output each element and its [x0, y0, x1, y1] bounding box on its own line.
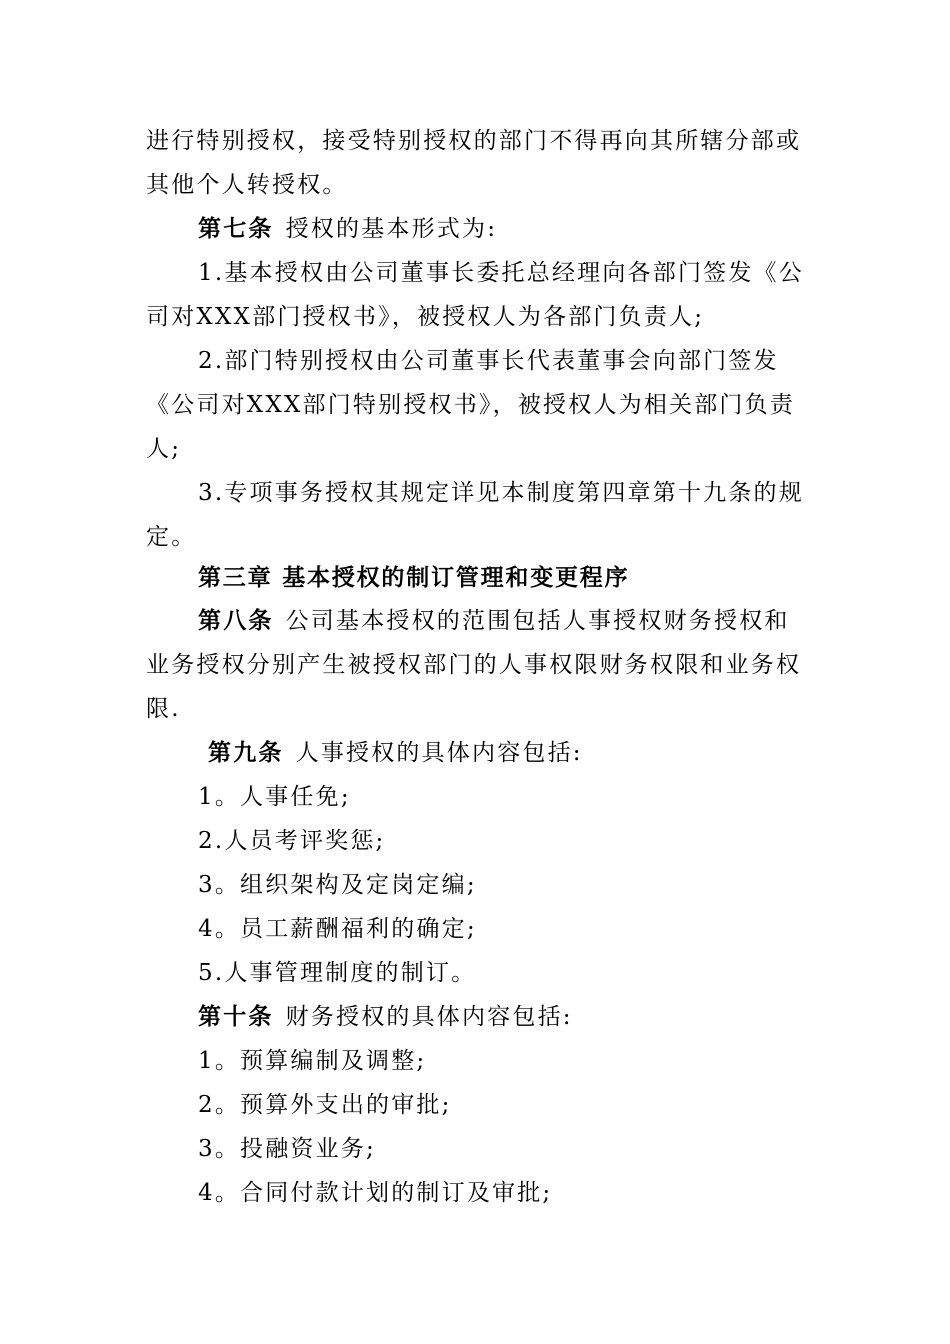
article-9-item: 3。组织架构及定岗定编;: [198, 872, 477, 898]
article-10-item: 2。预算外支出的审批;: [198, 1092, 452, 1118]
article-9-item: 2.人员考评奖惩;: [198, 828, 386, 854]
article-8-text: 公司基本授权的范围包括人事授权财务授权和业务授权分别产生被授权部门的人事权限财务权限和业务权限.: [146, 608, 802, 722]
article-7-item-1: 1.基本授权由公司董事长委托总经理向各部门签发《公司对XXX部门授权书》，被授权人为各部门负责人;: [146, 260, 804, 330]
article-8: [146, 599, 806, 731]
article-10: [198, 995, 808, 1039]
article-7-item-2: 2.部门特别授权由公司董事长代表董事会向部门签发《公司对XXX部门特别授权书》，被授权人为相关部门负责人;: [146, 348, 796, 462]
article-10-item: 4。合同付款计划的制订及审批;: [198, 1180, 553, 1206]
article-9-item: 4。员工薪酬福利的确定;: [198, 916, 477, 942]
chapter-3-heading: 第三章 基本授权的制订管理和变更程序: [198, 564, 630, 591]
article-10-item: 1。预算编制及调整;: [198, 1048, 427, 1074]
article-9-item: 1。人事任免;: [198, 784, 351, 810]
article-9-text: 人事授权的具体内容包括:: [295, 740, 583, 766]
article-9-label: 第九条: [208, 739, 284, 766]
article-7-label: 第七条: [198, 215, 274, 242]
article-10-item: 3。投融资业务;: [198, 1136, 376, 1162]
article-7: [198, 207, 808, 251]
article-9-item: 5.人事管理制度的制订。: [198, 960, 477, 986]
article-10-text: 财务授权的具体内容包括:: [285, 1004, 573, 1030]
article-7-item-3: 3.专项事务授权其规定详见本制度第四章第十九条的规定。: [146, 480, 804, 550]
article-7-text: 授权的基本形式为:: [285, 216, 498, 242]
article-9: [208, 731, 818, 775]
paragraph-continuation: 进行特别授权，接受特别授权的部门不得再向其所辖分部或其他个人转授权。: [146, 128, 802, 198]
article-10-label: 第十条: [198, 1003, 274, 1030]
article-8-label: 第八条: [198, 607, 274, 634]
